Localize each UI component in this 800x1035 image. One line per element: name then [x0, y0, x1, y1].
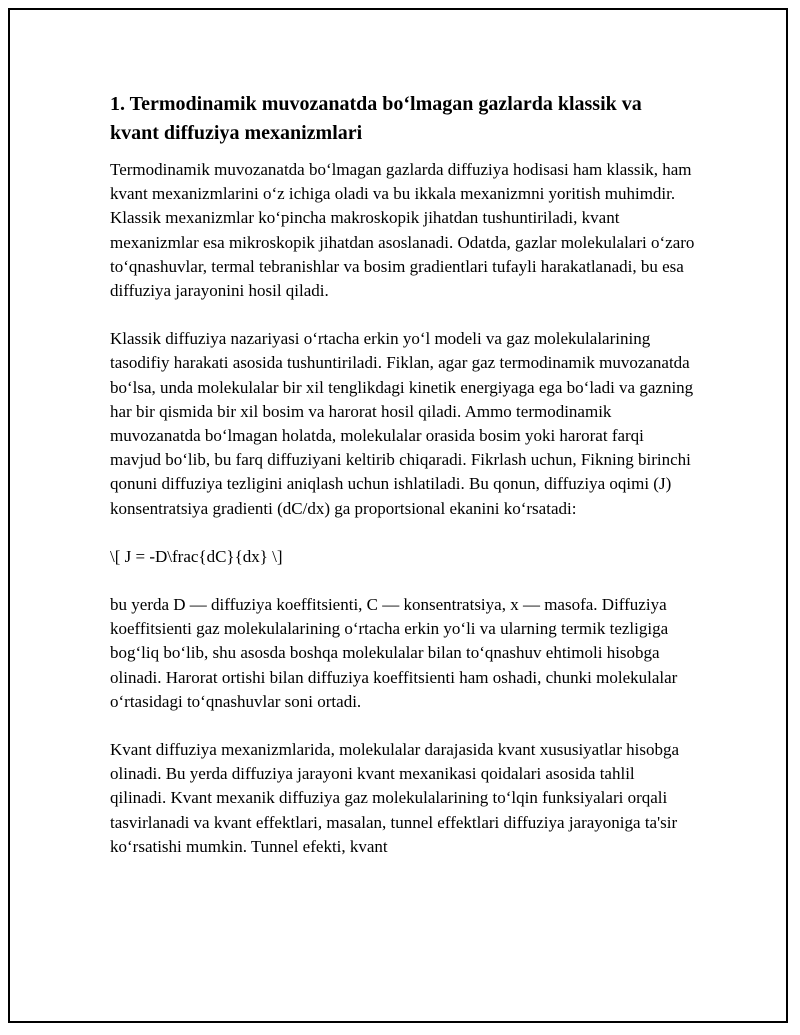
section-heading: 1. Termodinamik muvozanatda bo‘lmagan gazlarda klassik va kvant diffuziya mexanizmlari	[110, 93, 642, 144]
document-body	[110, 90, 695, 859]
paragraph-formula-explanation: bu yerda D — diffuziya koeffitsienti, C — konsentratsiya, x — masofa. Diffuziya koeffitsienti gaz molekulalarining o‘rtacha erkin yo‘li va ularning termik tezligiga bog‘liq bo‘lib, shu asosda boshqa molekulalar bilan to‘qnashuv ehtimoli hisobga olinadi. Harorat ortishi bilan diffuziya koeffitsienti ham oshadi, chunki molekulalar o‘rtasidagi to‘qnashuvlar soni ortadi.	[110, 595, 678, 711]
formula-ficks-law: \[ J = -D\frac{dC}{dx} \]	[110, 546, 283, 566]
paragraph-classical-theory: Klassik diffuziya nazariyasi o‘rtacha erkin yo‘l modeli va gaz molekulalarining tasodifiy harakati asosida tushuntiriladi. Fiklan, agar gaz termodinamik muvozanatda bo‘lsa, unda molekulalar bir xil tenglikdagi kinetik energiyaga ega bo‘ladi va gazning har bir qismida bir xil bosim va harorat hosil qiladi. Ammo termodinamik muvozanatda bo‘lmagan holatda, molekulalar orasida bosim yoki harorat farqi mavjud bo‘lib, bu farq diffuziyani keltirib chiqaradi. Fikrlash uchun, Fikning birinchi qonuni diffuziya tezligini aniqlash uchun ishlatiladi. Bu qonun, diffuziya oqimi (J) konsentratsiya gradienti (dC/dx) ga proportsional ekanini ko‘rsatadi:	[110, 329, 694, 518]
paragraph-quantum-diffusion: Kvant diffuziya mexanizmlarida, molekulalar darajasida kvant xususiyatlar hisobga olinadi. Bu yerda diffuziya jarayoni kvant mexanikasi qoidalari asosida tahlil qilinadi. Kvant mexanik diffuziya gaz molekulalarining to‘lqin funksiyalari orqali tasvirlanadi va kvant effektlari, masalan, tunnel effektlari diffuziya jarayoniga ta'sir ko‘rsatishi mumkin. Tunnel efekti, kvant	[110, 740, 680, 856]
paragraph-intro: Termodinamik muvozanatda bo‘lmagan gazlarda diffuziya hodisasi ham klassik, ham kvant mexanizmlarini o‘z ichiga oladi va bu ikkala mexanizmni yoritish muhimdir. Klassik mexanizmlar ko‘pincha makroskopik jihatdan tushuntiriladi, kvant mexanizmlar esa mikroskopik jihatdan asoslanadi. Odatda, gazlar molekulalari o‘zaro to‘qnashuvlar, termal tebranishlar va bosim gradientlari tufayli harakatlanadi, bu esa diffuziya jarayonini hosil qiladi.	[110, 160, 695, 301]
